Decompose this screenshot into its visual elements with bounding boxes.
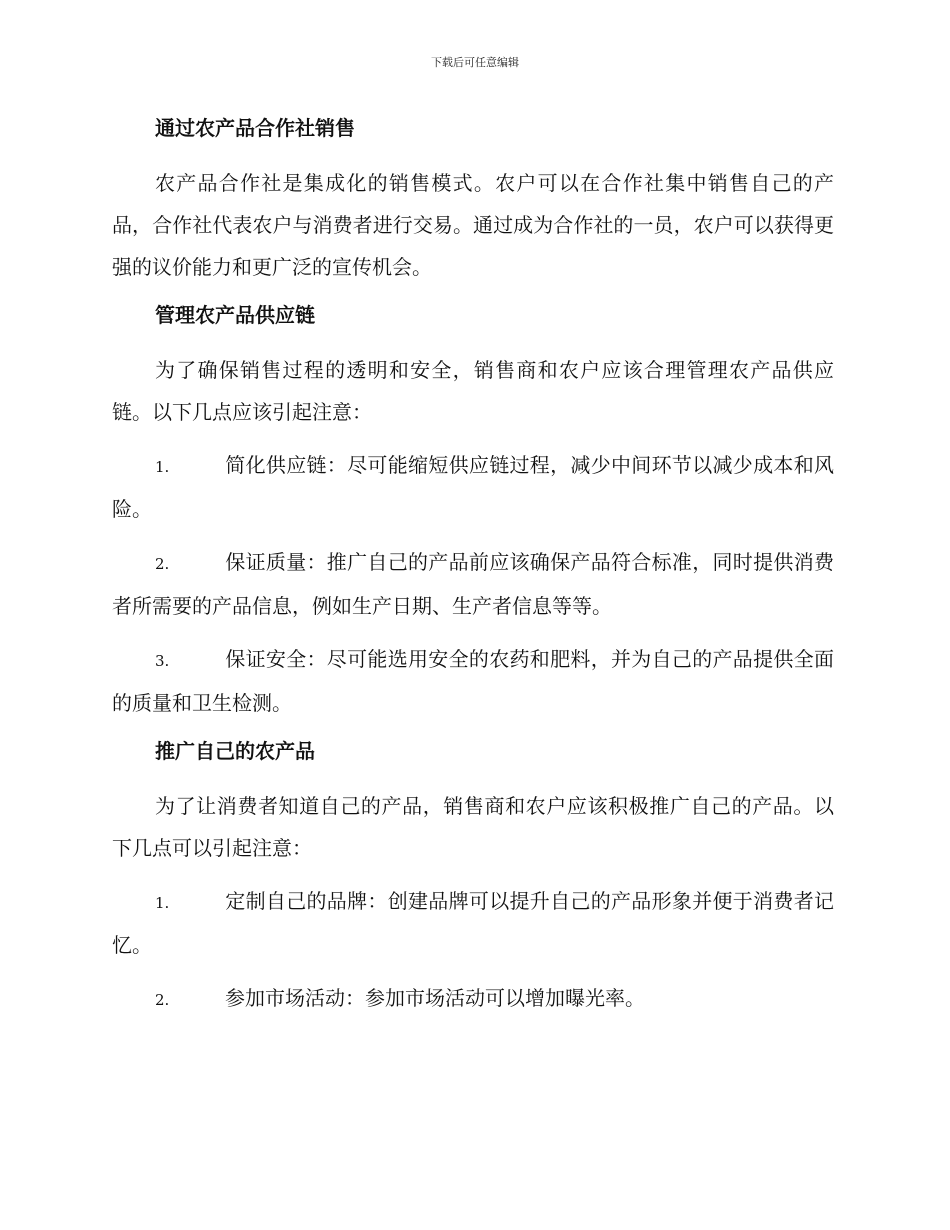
list-item xyxy=(112,444,834,530)
list-item-number: 1. xyxy=(155,458,170,476)
page-header: 下载后可任意编辑 xyxy=(431,56,519,69)
list-item-text: 参加市场活动：参加市场活动可以增加曝光率。 xyxy=(225,986,645,1010)
section-paragraph-promotion: 为了让消费者知道自己的产品，销售商和农户应该积极推广自己的产品。以下几点可以引起注意： xyxy=(112,794,834,860)
list-item xyxy=(112,541,834,627)
list-item-number: 2. xyxy=(155,555,170,573)
document-body xyxy=(112,112,834,1032)
list-item-number: 2. xyxy=(155,991,170,1009)
list-item-text: 保证质量：推广自己的产品前应该确保产品符合标准，同时提供消费者所需要的产品信息，例如生产日期、生产者信息等等。 xyxy=(112,550,834,618)
list-item-text: 定制自己的品牌：创建品牌可以提升自己的产品形象并便于消费者记忆。 xyxy=(112,889,834,957)
section-heading-promotion: 推广自己的农产品 xyxy=(155,739,315,763)
list-item xyxy=(112,977,834,1021)
list-item-text: 保证安全：尽可能选用安全的农药和肥料，并为自己的产品提供全面的质量和卫生检测。 xyxy=(112,647,834,715)
list-item-number: 1. xyxy=(155,894,170,912)
list-item-text: 简化供应链：尽可能缩短供应链过程，减少中间环节以减少成本和风险。 xyxy=(112,453,834,521)
section-paragraph-supply-chain: 为了确保销售过程的透明和安全，销售商和农户应该合理管理农产品供应链。以下几点应该引起注意： xyxy=(112,358,834,424)
list-item xyxy=(112,880,834,966)
list-item-number: 3. xyxy=(155,652,170,670)
list-item xyxy=(112,638,834,724)
section-paragraph-cooperative: 农产品合作社是集成化的销售模式。农户可以在合作社集中销售自己的产品，合作社代表农户与消费者进行交易。通过成为合作社的一员，农户可以获得更强的议价能力和更广泛的宣传机会。 xyxy=(112,171,834,279)
section-heading-supply-chain: 管理农产品供应链 xyxy=(155,303,315,327)
section-heading-cooperative: 通过农产品合作社销售 xyxy=(155,116,355,140)
